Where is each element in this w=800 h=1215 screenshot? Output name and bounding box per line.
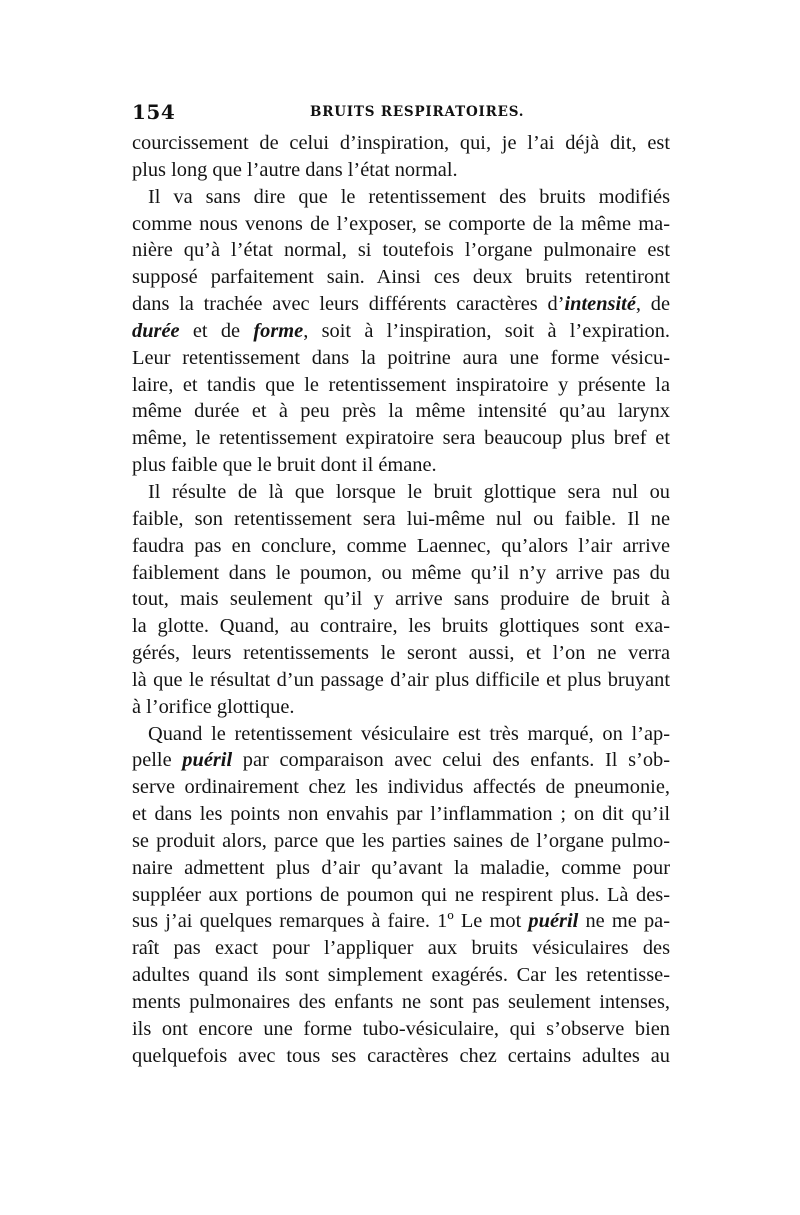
text-line: même durée et à peu près la même intensité qu’au larynx — [132, 400, 670, 423]
text-line: et dans les points non envahis par l’inflammation ; on dit qu’il — [132, 803, 670, 826]
text-line: suppléer aux portions de poumon qui ne respirent plus. Là des- — [132, 883, 670, 906]
text-line: plus long que l’autre dans l’état normal. — [132, 158, 458, 181]
text-line: Il résulte de là que lorsque le bruit glottique sera nul ou — [148, 480, 670, 503]
text-line: pelle puéril par comparaison avec celui des enfants. Il s’ob- — [132, 749, 670, 772]
italic-term: puéril — [528, 910, 579, 933]
italic-term: intensité — [564, 293, 636, 316]
text-line: Quand le retentissement vésiculaire est très marqué, on l’ap- — [148, 722, 670, 745]
text-line: faiblement dans le poumon, ou même qu’il n’y arrive pas du — [132, 561, 670, 584]
text-line: adultes quand ils sont simplement exagérés. Car les retentisse- — [132, 964, 670, 987]
body-text — [132, 130, 670, 1070]
text-line: sus j’ai quelques remarques à faire. 1º Le mot puéril ne me pa- — [132, 910, 670, 933]
text-line: nière qu’à l’état normal, si toutefois l’organe pulmonaire est — [132, 239, 670, 262]
running-title: BRUITS RESPIRATOIRES. — [310, 104, 525, 120]
text-line: se produit alors, parce que les parties saines de l’organe pulmo- — [132, 829, 670, 852]
text-line: gérés, leurs retentissements le seront aussi, et l’on ne verra — [132, 642, 670, 665]
text-line: faible, son retentissement sera lui-même nul ou faible. Il ne — [132, 507, 670, 530]
text-line: Leur retentissement dans la poitrine aura une forme vésicu- — [132, 346, 670, 369]
text-line: ments pulmonaires des enfants ne sont pas seulement intenses, — [132, 991, 670, 1013]
italic-term: forme — [253, 319, 304, 342]
italic-term: puéril — [182, 749, 233, 772]
text-line: courcissement de celui d’inspiration, qui, je l’ai déjà dit, est — [132, 132, 670, 154]
text-line: dans la trachée avec leurs différents caractères d’intensité, de — [132, 293, 670, 316]
text-line: raît pas exact pour l’appliquer aux bruits vésiculaires des — [132, 937, 670, 960]
text-line: laire, et tandis que le retentissement inspiratoire y présente la — [132, 373, 670, 396]
text-line: faudra pas en conclure, comme Laennec, qu’alors l’air arrive — [132, 534, 670, 557]
page-number: 154 — [132, 100, 176, 124]
italic-term: durée — [132, 319, 180, 342]
text-line: Il va sans dire que le retentissement des bruits modifiés — [148, 185, 670, 208]
text-line: serve ordinairement chez les individus affectés de pneumonie, — [132, 776, 670, 799]
text-line: la glotte. Quand, au contraire, les bruits glottiques sont exa- — [132, 615, 670, 638]
running-head — [132, 100, 672, 126]
text-line: naire admettent plus d’air qu’avant la maladie, comme pour — [132, 856, 670, 879]
text-line: supposé parfaitement sain. Ainsi ces deux bruits retentiront — [132, 266, 670, 289]
text-line: à l’orifice glottique. — [132, 695, 295, 718]
text-line: plus faible que le bruit dont il émane. — [132, 454, 437, 477]
text-line: là que le résultat d’un passage d’air plus difficile et plus bruyant — [132, 668, 670, 691]
text-line: même, le retentissement expiratoire sera beaucoup plus bref et — [132, 427, 670, 450]
text-line: durée et de forme, soit à l’inspiration, soit à l’expiration. — [132, 319, 670, 342]
text-line: ils ont encore une forme tubo-vésiculaire, qui s’observe bien — [132, 1017, 670, 1040]
text-line: tout, mais seulement qu’il y arrive sans produire de bruit à — [132, 588, 670, 611]
text-line: comme nous venons de l’exposer, se comporte de la même ma- — [132, 212, 670, 235]
text-line: quelquefois avec tous ses caractères chez certains adultes au — [132, 1044, 670, 1067]
